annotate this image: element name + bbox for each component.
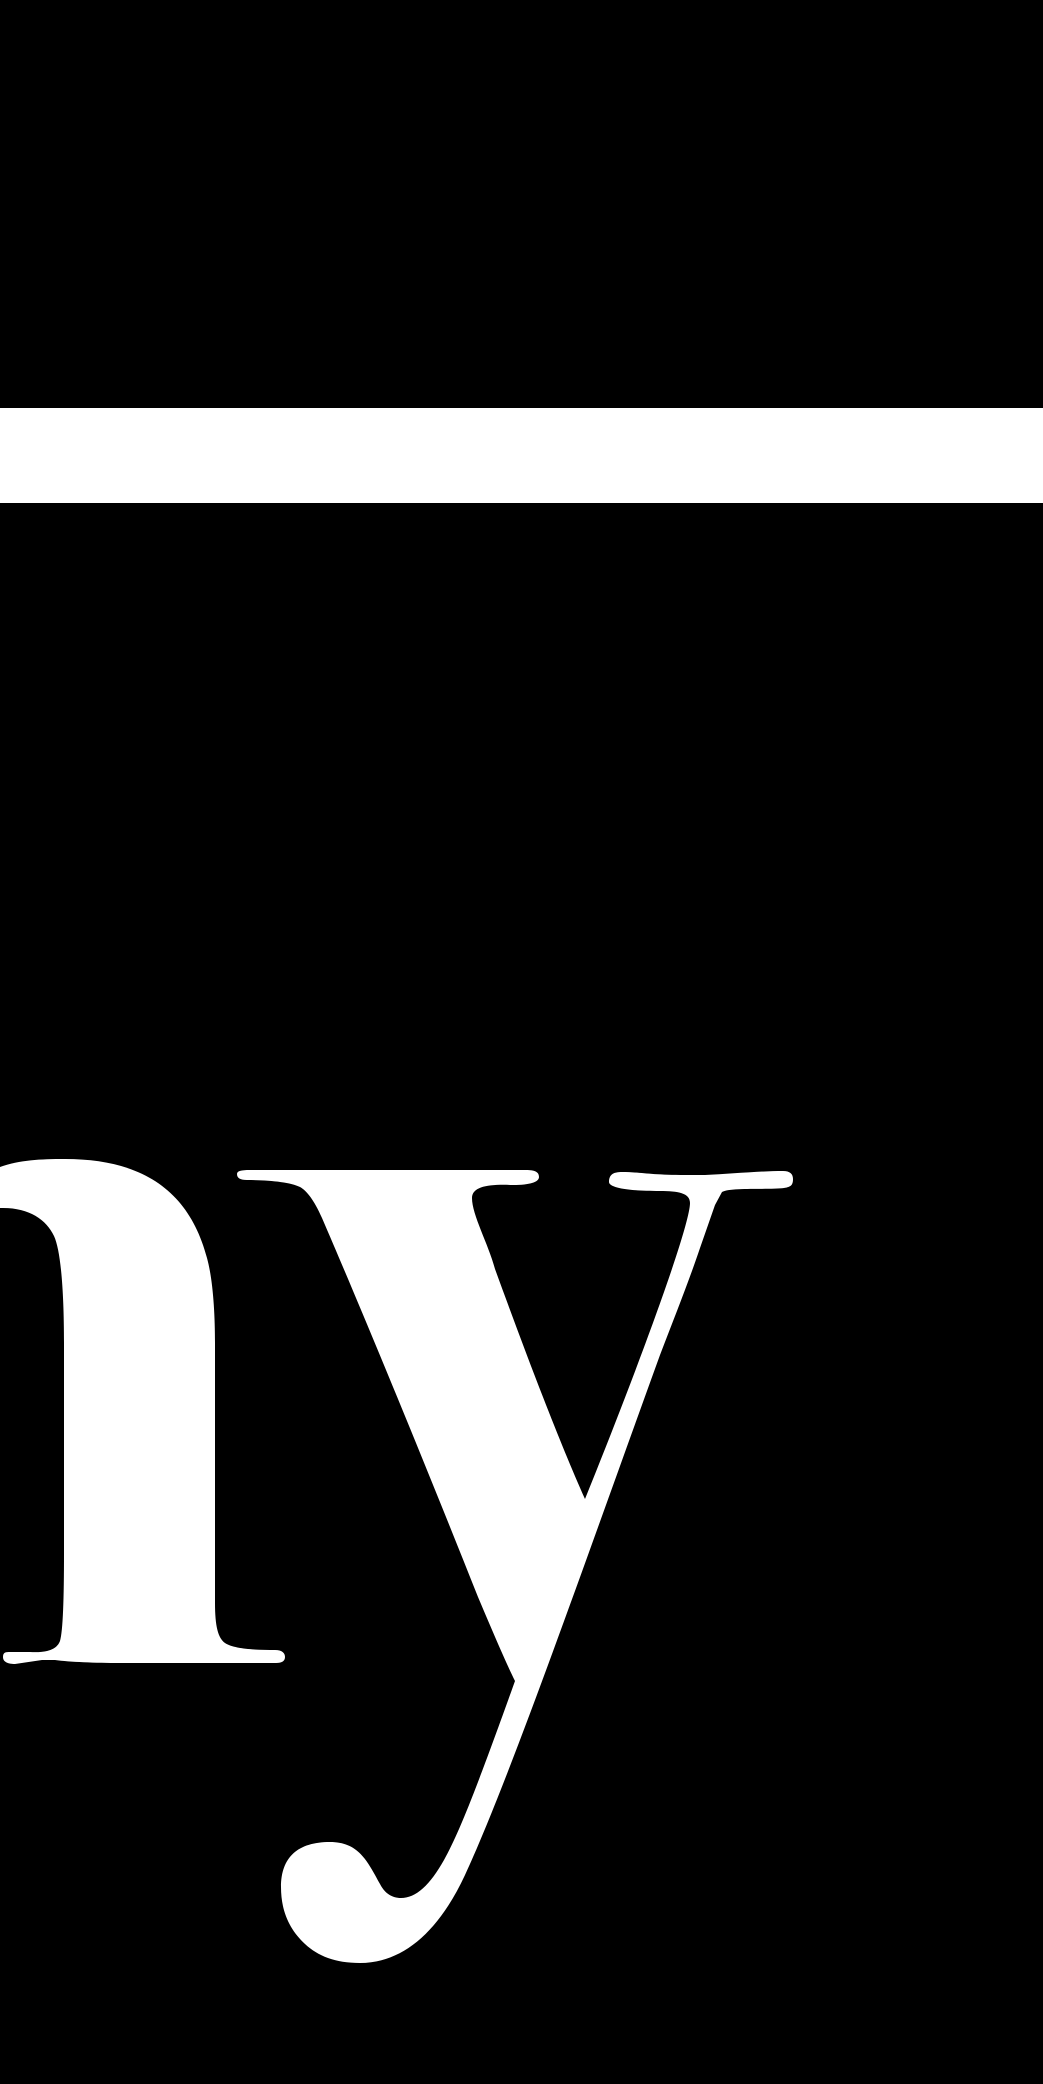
ny-monogram	[0, 503, 1043, 2084]
top-black-bar	[0, 0, 1043, 408]
letter-y-shape	[237, 1170, 793, 1963]
letter-n-shape	[0, 1159, 285, 1664]
monogram-panel	[0, 503, 1043, 2084]
